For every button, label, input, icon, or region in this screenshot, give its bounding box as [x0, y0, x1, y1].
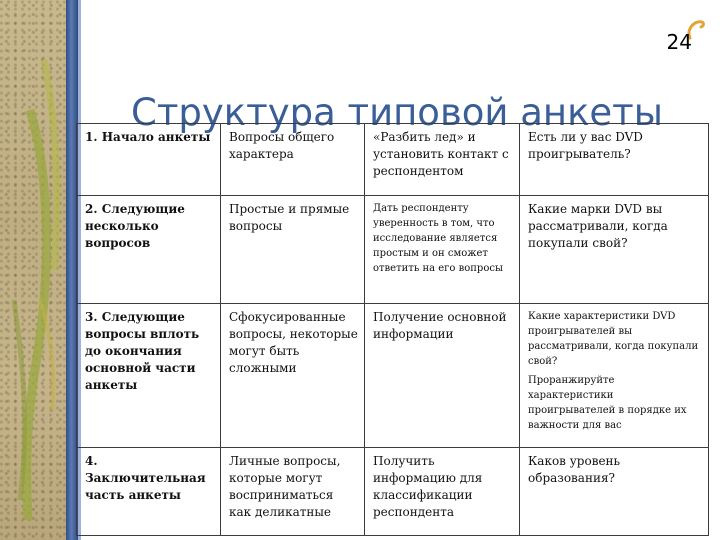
- leaf-decoration-icon: [0, 0, 66, 540]
- table-row: [77, 448, 709, 536]
- decorative-side-band: [0, 0, 66, 540]
- stage-cell: 4. Заключительная часть анкеты: [77, 448, 221, 536]
- example-cell: Каков уровень образования?: [520, 448, 709, 536]
- table-row: [77, 196, 709, 304]
- purpose-cell: Получить информацию для классификации респондента: [365, 448, 520, 536]
- stage-cell: 1. Начало анкеты: [77, 124, 221, 196]
- purpose-cell: «Разбить лед» и установить контакт с респондентом: [365, 124, 520, 196]
- page-number: 24: [666, 30, 692, 54]
- example-cell: Какие марки DVD вы рассматривали, когда покупали свой?: [520, 196, 709, 304]
- table-row: [77, 124, 709, 196]
- example-line: Какие характеристики DVD проигрывателей вы рассматривали, когда покупали свой?: [528, 311, 699, 367]
- stage-cell: 2. Следующие несколько вопросов: [77, 196, 221, 304]
- purpose-cell: Дать респонденту уверенность в том, что исследование является простым и он сможет ответить на его вопросы: [365, 196, 520, 304]
- questions-cell: Сфокусированные вопросы, некоторые могут быть сложными: [221, 304, 365, 448]
- example-cell: Есть ли у вас DVD проигрыватель?: [520, 124, 709, 196]
- questions-cell: Вопросы общего характера: [221, 124, 365, 196]
- questions-cell: Личные вопросы, которые могут восприниматься как деликатные: [221, 448, 365, 536]
- purpose-cell: Получение основной информации: [365, 304, 520, 448]
- example-cell: [520, 304, 709, 448]
- example-line: Проранжируйте характеристики проигрывателей в порядке их важности для вас: [528, 375, 687, 431]
- slide-title: Структура типовой анкеты: [131, 90, 663, 134]
- stage-cell: 3. Следующие вопросы вплоть до окончания основной части анкеты: [77, 304, 221, 448]
- questions-cell: Простые и прямые вопросы: [221, 196, 365, 304]
- table-row: [77, 304, 709, 448]
- questionnaire-structure-table: [76, 123, 709, 536]
